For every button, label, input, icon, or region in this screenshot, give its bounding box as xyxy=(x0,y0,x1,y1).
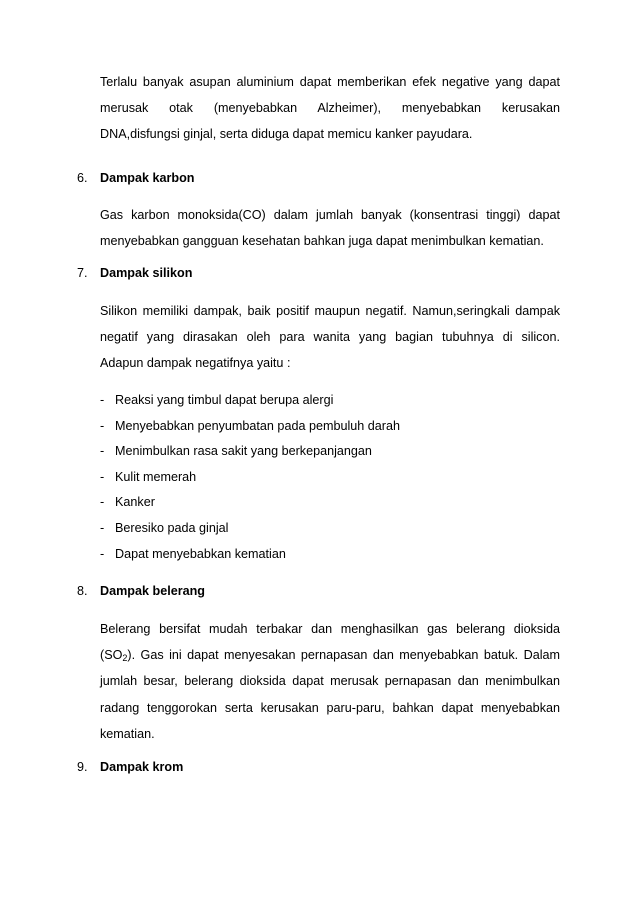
so2-subscript: 2 xyxy=(122,653,128,664)
section-7-paragraph xyxy=(100,298,560,377)
list-item-text: Beresiko pada ginjal xyxy=(115,520,229,535)
section-7-line-2: negatif yang dirasakan oleh para wanita yang bagian tubuhnya di silicon. xyxy=(100,330,560,345)
list-item-text: Reaksi yang timbul dapat berupa alergi xyxy=(115,393,334,407)
section-8-number: 8. xyxy=(77,584,88,598)
bullet-marker: - xyxy=(100,444,105,459)
section-8-line-5: kematian. xyxy=(100,726,155,741)
section-6-paragraph xyxy=(100,202,560,254)
section-8-line-2 xyxy=(100,642,560,668)
bullet-marker: - xyxy=(100,520,105,535)
section-6-line-1: Gas karbon monoksida(CO) dalam jumlah banyak (konsentrasi tinggi) dapat xyxy=(100,208,560,222)
intro-line-1: Terlalu banyak asupan aluminium dapat memberikan efek negative yang dapat xyxy=(100,75,560,89)
section-8-line-2-rest: ). Gas ini dapat menyesakan pernapasan dan menyebabkan batuk. Dalam xyxy=(127,648,560,663)
section-7-bullet-list xyxy=(100,388,560,567)
section-6-title: Dampak karbon xyxy=(100,171,195,185)
list-item xyxy=(100,516,560,542)
section-7-line-1: Silikon memiliki dampak, baik positif maupun negatif. Namun,seringkali dampak xyxy=(100,304,560,318)
bullet-marker: - xyxy=(100,546,105,561)
intro-line-3: DNA,disfungsi ginjal, serta diduga dapat memicu kanker payudara. xyxy=(100,127,473,142)
section-8-line-1: Belerang bersifat mudah terbakar dan menghasilkan gas belerang dioksida xyxy=(100,622,560,636)
list-item-text: Dapat menyebabkan kematian xyxy=(115,546,286,561)
section-6-line-2: menyebabkan gangguan kesehatan bahkan juga dapat menimbulkan kematian. xyxy=(100,234,544,249)
section-8-paragraph xyxy=(100,616,560,747)
intro-paragraph xyxy=(100,69,560,148)
list-item xyxy=(100,490,560,516)
bullet-marker: - xyxy=(100,495,105,510)
list-item-text: Kulit memerah xyxy=(115,469,197,484)
section-9-number: 9. xyxy=(77,760,88,774)
intro-line-2: merusak otak (menyebabkan Alzheimer), menyebabkan kerusakan xyxy=(100,101,560,116)
list-item-text: Kanker xyxy=(115,495,155,510)
section-7-title: Dampak silikon xyxy=(100,266,193,280)
list-item xyxy=(100,439,560,465)
list-item xyxy=(100,414,560,440)
list-item-text: Menyebabkan penyumbatan pada pembuluh darah xyxy=(115,418,400,433)
list-item xyxy=(100,388,560,414)
list-item xyxy=(100,542,560,568)
list-item xyxy=(100,465,560,491)
section-8-line-3: jumlah besar, belerang dioksida dapat merusak pernapasan dan menimbulkan xyxy=(100,674,560,689)
bullet-marker: - xyxy=(100,393,105,407)
section-8-title: Dampak belerang xyxy=(100,584,205,598)
section-6-number: 6. xyxy=(77,171,88,185)
section-7-line-3: Adapun dampak negatifnya yaitu : xyxy=(100,356,291,371)
section-9-title: Dampak krom xyxy=(100,760,184,774)
section-7-number: 7. xyxy=(77,266,88,280)
so2-open: (SO xyxy=(100,648,123,663)
bullet-marker: - xyxy=(100,469,105,484)
bullet-marker: - xyxy=(100,418,105,433)
list-item-text: Menimbulkan rasa sakit yang berkepanjangan xyxy=(115,444,372,459)
section-8-line-4: radang tenggorokan serta kerusakan paru-paru, bahkan dapat menyebabkan xyxy=(100,700,560,715)
